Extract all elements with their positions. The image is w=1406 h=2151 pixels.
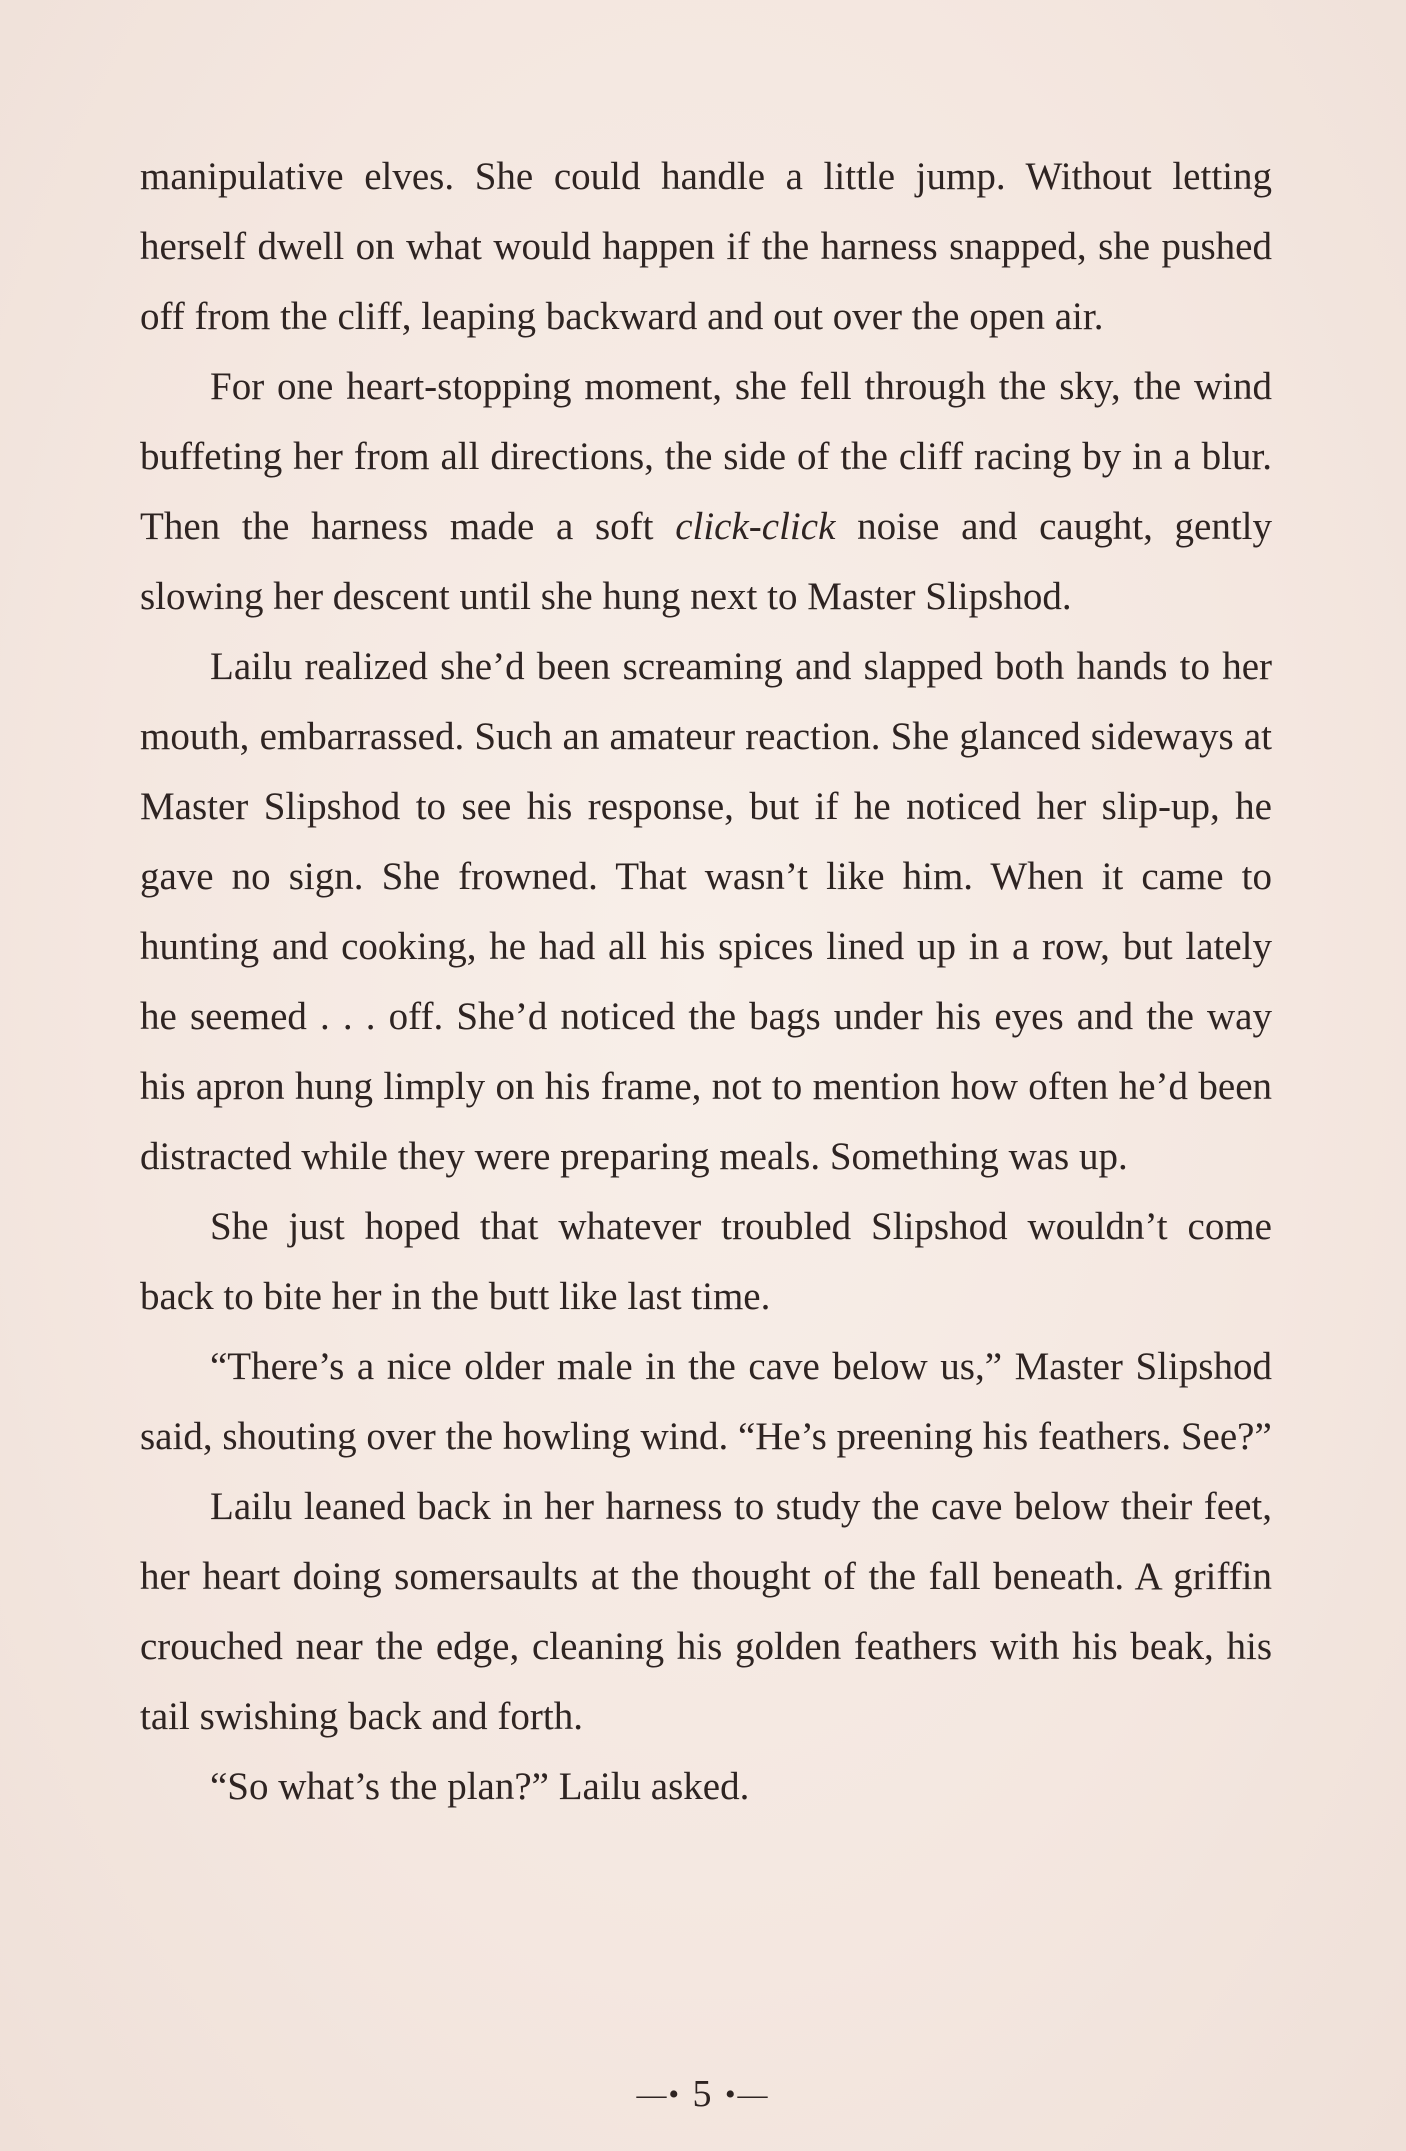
paragraph-3 — [140, 632, 1272, 1192]
paragraph-7 — [140, 1752, 1272, 1822]
paragraph-6 — [140, 1472, 1272, 1752]
page-number-value: 5 — [692, 2073, 714, 2115]
paragraph-text: manipulative elves. She could handle a little jump. Without letting herself dwell on what would happen if the harness snapped, she pushed off from the cliff, leaping backward and out over the open air. — [140, 155, 1272, 338]
paragraph-1 — [140, 142, 1272, 352]
paragraph-text: Lailu realized she’d been screaming and slapped both hands to her mouth, embarrassed. Such an amateur reaction. She glanced sideways at Master Slipshod to see his response, but if he noticed her slip-up, he gave no sign. She frowned. That wasn’t like him. When it came to hunting and cooking, he had all his spices lined up in a row, but lately he seemed . . . off. She’d noticed the bags under his eyes and the way his apron hung limply on his frame, not to mention how often he’d been distracted while they were preparing meals. Something was up. — [140, 645, 1272, 1178]
paragraph-text: She just hoped that whatever troubled Slipshod wouldn’t come back to bite her in the butt like last time. — [140, 1205, 1272, 1318]
paragraph-text: Lailu leaned back in her harness to study the cave below their feet, her heart doing somersaults at the thought of the fall beneath. A griffin crouched near the edge, cleaning his golden feathers with his beak, his tail swishing back and forth. — [140, 1485, 1272, 1738]
folio-right-ornament: •— — [725, 2078, 770, 2111]
paragraph-2 — [140, 352, 1272, 632]
paragraph-text: For one heart-stopping moment, she fell through the sky, the wind buffeting her from all directions, the side of the cliff racing by in a blur. Then the harness made a soft — [140, 365, 1272, 548]
paragraph-text: “So what’s the plan?” Lailu asked. — [210, 1765, 750, 1808]
page-number — [0, 2072, 1406, 2116]
paragraph-4 — [140, 1192, 1272, 1332]
folio-left-ornament: —• — [636, 2078, 681, 2111]
body-text — [140, 142, 1272, 1822]
italic-sound-effect: click-click — [675, 505, 836, 548]
paragraph-text: noise and caught, gently slowing her descent until she hung next to Master Slipshod. — [140, 505, 1272, 618]
paragraph-5 — [140, 1332, 1272, 1472]
paragraph-text: “There’s a nice older male in the cave below us,” Master Slipshod said, shouting over the howling wind. “He’s preening his feathers. See?” — [140, 1345, 1272, 1458]
